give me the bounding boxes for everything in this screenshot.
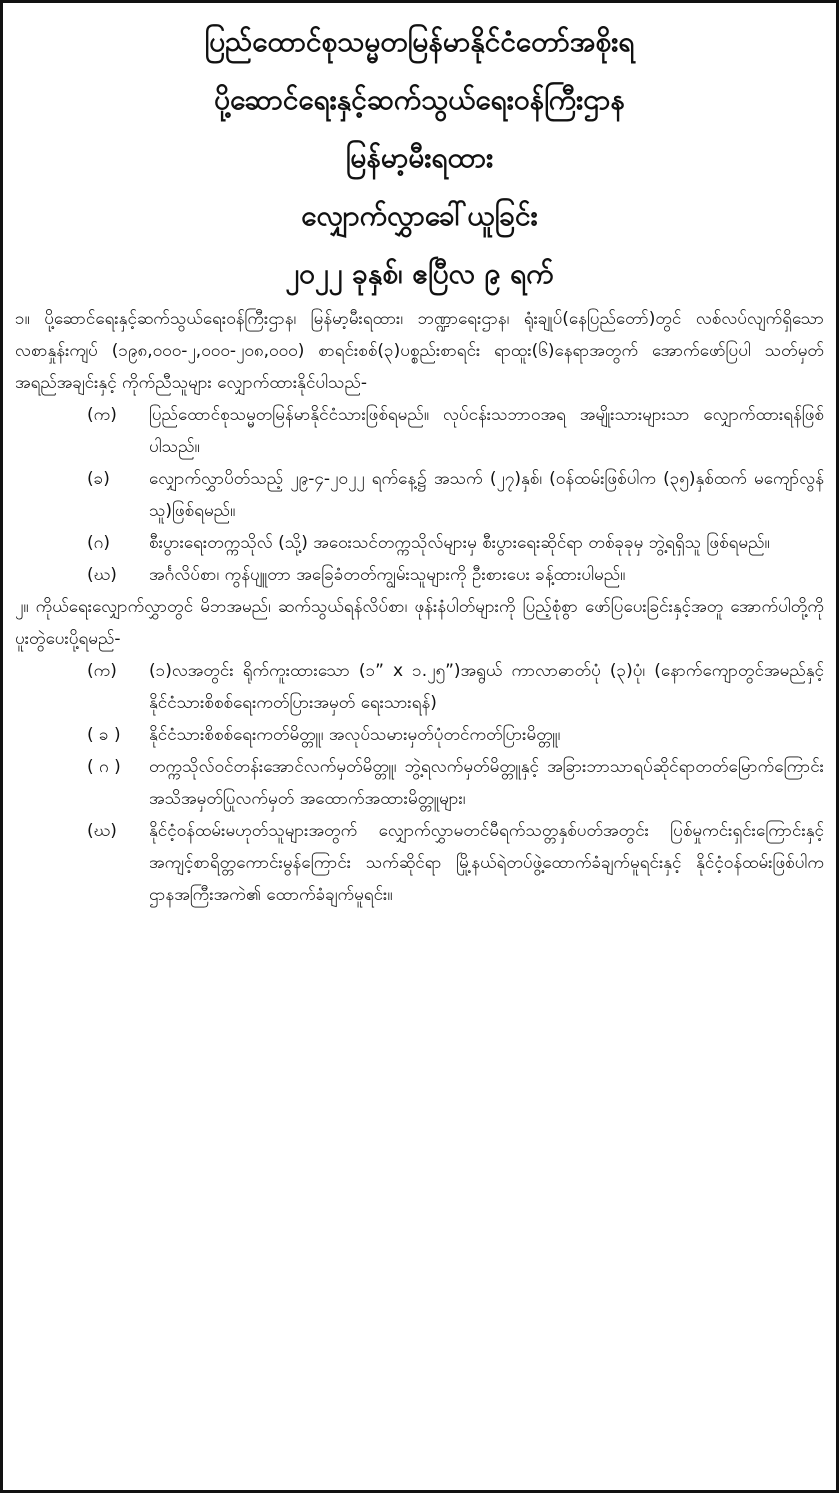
section-2-item (15, 815, 824, 911)
item-label: (ခ) (87, 469, 110, 489)
item-label: (က) (87, 661, 117, 681)
section-2-item (15, 719, 824, 751)
item-label: ( ဂ ) (87, 757, 121, 777)
item-text: တက္ကသိုလ်ဝင်တန်းအောင်လက်မှတ်မိတ္တူ၊ ဘွဲ့ရလက်မှတ်မိတ္တူနှင့် အခြားဘာသာရပ်ဆိုင်ရာတတ်မြောက်ကြောင်း အသိအမှတ်ပြုလက်မှတ် အထောက်အထားမိတ္တူများ၊ (149, 757, 824, 809)
notice-body (15, 303, 824, 911)
notice-title: လျှောက်လွှာခေါ်ယူခြင်း (301, 199, 538, 232)
section-2-item (15, 655, 824, 719)
item-label: (ဃ) (87, 821, 117, 841)
item-label: ( ခ ) (87, 725, 121, 745)
section-1-item (15, 559, 824, 591)
item-text: စီးပွားရေးတက္ကသိုလ် (သို့) အဝေးသင်တက္ကသိုလ်များမှ စီးပွားရေးဆိုင်ရာ တစ်ခုခုမှ ဘွဲ့ရရှိသူ ဖြစ်ရမည်။ (149, 533, 770, 553)
item-label: (ဂ) (87, 533, 110, 553)
section-1-item (15, 463, 824, 527)
section-1-item (15, 527, 824, 559)
item-text: ပြည်ထောင်စုသမ္မတမြန်မာနိုင်ငံသားဖြစ်ရမည်။ လုပ်ငန်းသဘာဝအရ အမျိုးသားများသာ လျှောက်ထားရန်ဖြစ်ပါသည်။ (149, 405, 824, 457)
item-text: နိုင်ငံ့ဝန်ထမ်းမဟုတ်သူများအတွက် လျှောက်လွှာမတင်မီရက်သတ္တနှစ်ပတ်အတွင်း ပြစ်မှုကင်းရှင်းကြောင်းနှင့် အကျင့်စာရိတ္တကောင်းမွန်ကြောင်း သက်ဆိုင်ရာ မြို့နယ်ရဲတပ်ဖွဲ့ထောက်ခံချက်မူရင်းနှင့် နိုင်ငံ့ဝန်ထမ်းဖြစ်ပါက ဌာနအကြီးအကဲ၏ ထောက်ခံချက်မူရင်း။ (149, 821, 824, 905)
item-label: (က) (87, 405, 117, 425)
item-text: (၁)လအတွင်း ရိုက်ကူးထားသော (၁” x ၁.၂၅”)အရွယ် ကာလာဓာတ်ပုံ (၃)ပုံ၊ (နောက်ကျောတွင်အမည်နှင့် နိုင်ငံသားစိစစ်ရေးကတ်ပြားအမှတ် ရေးသားရန်) (149, 661, 824, 713)
item-text: လျှောက်လွှာပိတ်သည့် ၂၉-၄-၂၀၂၂ ရက်နေ့၌ အသက် (၂၇)နှစ်၊ (ဝန်ထမ်းဖြစ်ပါက (၃၅)နှစ်ထက် မကျော်လွန်သူ)ဖြစ်ရမည်။ (149, 469, 824, 521)
item-text: အင်္ဂလိပ်စာ၊ ကွန်ပျူတာ အခြေခံတတ်ကျွမ်းသူများကို ဦးစားပေး ခန့်ထားပါမည်။ (149, 565, 626, 585)
section-2-item (15, 751, 824, 815)
section-1-intro: ၁။ ပို့ဆောင်ရေးနှင့်ဆက်သွယ်ရေးဝန်ကြီးဌာန၊ မြန်မာ့မီးရထား၊ ဘဏ္ဍာရေးဌာန၊ ရုံးချုပ်(နေပြည်တော်)တွင် လစ်လပ်လျက်ရှိသော လစာနှုန်းကျပ် (၁၉၈,၀၀၀-၂,၀၀၀-၂၀၈,၀၀၀) စာရင်းစစ်(၃)ပစ္စည်းစာရင်း ရာထူး(၆)နေရာအတွက် အောက်ဖော်ပြပါ သတ်မှတ်အရည်အချင်းနှင့် ကိုက်ညီသူများ လျှောက်ထားနိုင်ပါသည်- (15, 309, 824, 393)
item-text: နိုင်ငံသားစိစစ်ရေးကတ်မိတ္တူ၊ အလုပ်သမားမှတ်ပုံတင်ကတ်ပြားမိတ္တူ၊ (149, 725, 561, 745)
item-label: (ဃ) (87, 565, 117, 585)
notice-date: ၂၀၂၂ ခုနှစ်၊ ဧပြီလ ၉ ရက် (285, 257, 554, 290)
section-2-intro: ၂။ ကိုယ်ရေးလျှောက်လွှာတွင် မိဘအမည်၊ ဆက်သွယ်ရန်လိပ်စာ၊ ဖုန်းနံပါတ်များကို ပြည့်စုံစွာ ဖော်ပြပေးခြင်းနှင့်အတူ အောက်ပါတို့ကို ပူးတွဲပေးပို့ရမည်- (15, 597, 824, 649)
department-title: မြန်မာ့မီးရထား (345, 141, 494, 174)
government-title: ပြည်ထောင်စုသမ္မတမြန်မာနိုင်ငံတော်အစိုးရ (204, 25, 635, 58)
section-1-item (15, 399, 824, 463)
ministry-title: ပို့ဆောင်ရေးနှင့်ဆက်သွယ်ရေးဝန်ကြီးဌာန (214, 83, 625, 116)
